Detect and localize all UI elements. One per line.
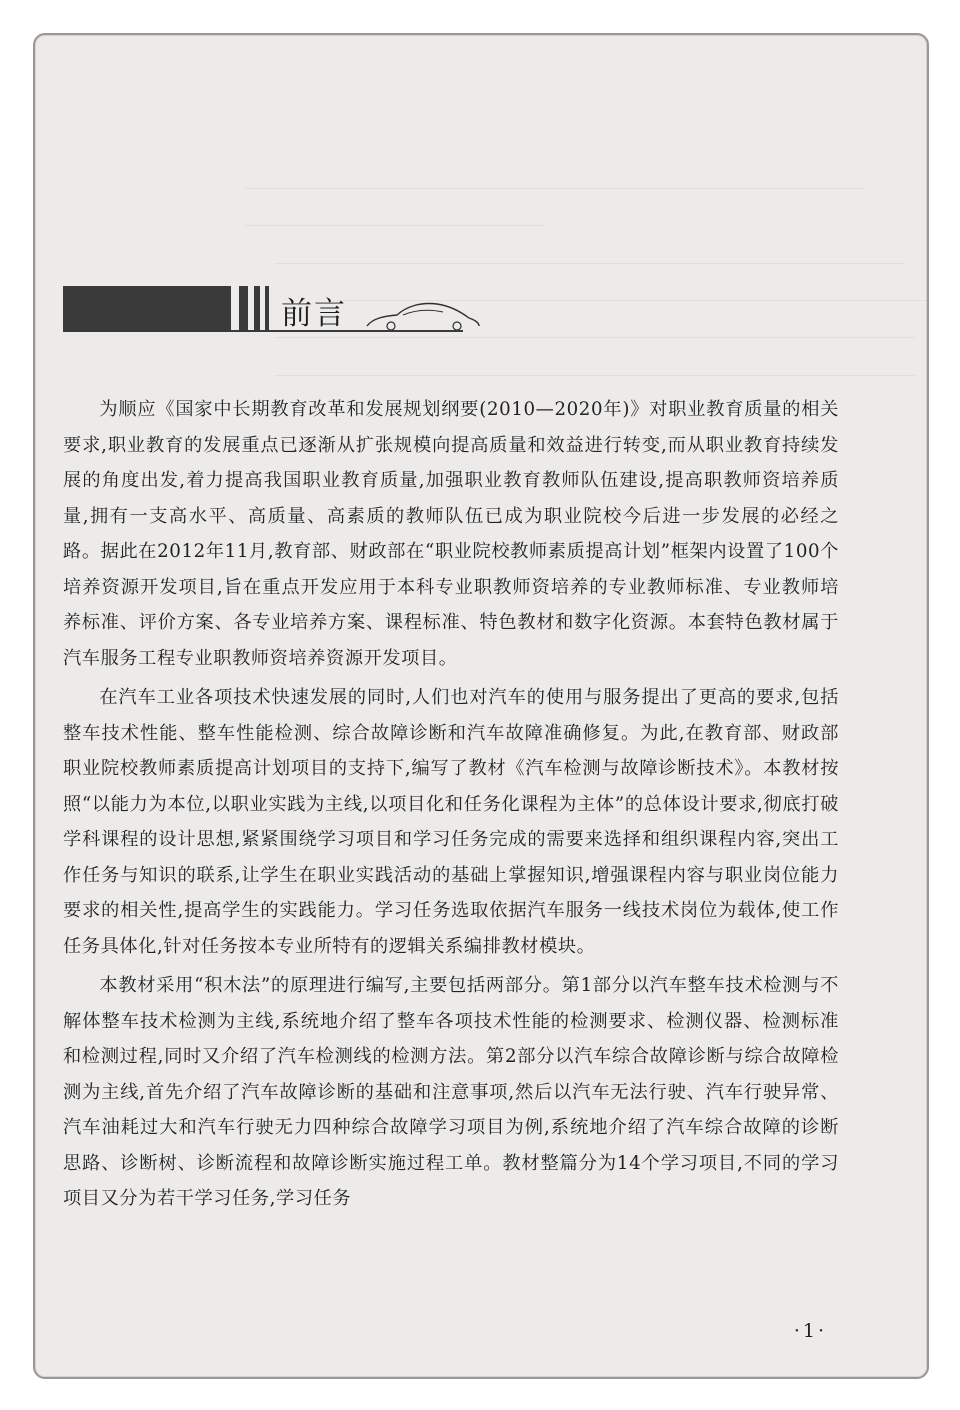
- body-text: [63, 392, 839, 1221]
- heading-bar-block: [63, 286, 231, 332]
- paragraph: 为顺应《国家中长期教育改革和发展规划纲要(2010—2020年)》对职业教育质量的相关要求,职业教育的发展重点已逐渐从扩张规模向提高质量和效益进行转变,而从职业教育持续发展的角度出发,着力提高我国职业教育质量,加强职业教育教师队伍建设,提高职教师资培养质量,拥有一支高水平、高质量、高素质的教师队伍已成为职业院校今后进一步发展的必经之路。据此在2012年11月,教育部、财政部在“职业院校教师素质提高计划”框架内设置了100个培养资源开发项目,旨在重点开发应用于本科专业职教师资培养的专业教师标准、专业教师培养标准、评价方案、各专业培养方案、课程标准、特色教材和数字化资源。本套特色教材属于汽车服务工程专业职教师资培养资源开发项目。: [63, 399, 839, 669]
- heading-bar-stripe: [239, 286, 248, 332]
- page-title: 前言: [281, 296, 347, 332]
- book-page: [33, 33, 929, 1379]
- paragraph: 本教材采用“积木法”的原理进行编写,主要包括两部分。第1部分以汽车整车技术检测与不解体整车技术检测为主线,系统地介绍了整车各项技术性能的检测要求、检测仪器、检测标准和检测过程,同时又介绍了汽车检测线的检测方法。第2部分以汽车综合故障诊断与综合故障检测为主线,首先介绍了汽车故障诊断的基础和注意事项,然后以汽车无法行驶、汽车行驶异常、汽车油耗过大和汽车行驶无力四种综合故障学习项目为例,系统地介绍了汽车综合故障的诊断思路、诊断树、诊断流程和故障诊断实施过程工单。教材整篇分为14个学习项目,不同的学习项目又分为若干学习任务,学习任务: [63, 975, 839, 1209]
- section-heading: [63, 286, 523, 332]
- bleed-line: [275, 263, 905, 264]
- heading-bar-stripe: [265, 286, 269, 332]
- bleed-line: [245, 188, 865, 189]
- bleed-line: [275, 337, 915, 338]
- bleed-line: [245, 225, 545, 226]
- bleed-line: [275, 375, 915, 376]
- car-outline-icon: [363, 296, 483, 330]
- heading-bar-stripe: [254, 286, 260, 332]
- page-number: ·1·: [793, 1320, 827, 1342]
- heading-underline: [63, 330, 463, 332]
- paragraph: 在汽车工业各项技术快速发展的同时,人们也对汽车的使用与服务提出了更高的要求,包括整车技术性能、整车性能检测、综合故障诊断和汽车故障准确修复。为此,在教育部、财政部职业院校教师素质提高计划项目的支持下,编写了教材《汽车检测与故障诊断技术》。本教材按照“以能力为本位,以职业实践为主线,以项目化和任务化课程为主体”的总体设计要求,彻底打破学科课程的设计思想,紧紧围绕学习项目和学习任务完成的需要来选择和组织课程内容,突出工作任务与知识的联系,让学生在职业实践活动的基础上掌握知识,增强课程内容与职业岗位能力要求的相关性,提高学生的实践能力。学习任务选取依据汽车服务一线技术岗位为载体,使工作任务具体化,针对任务按本专业所特有的逻辑关系编排教材模块。: [63, 687, 839, 957]
